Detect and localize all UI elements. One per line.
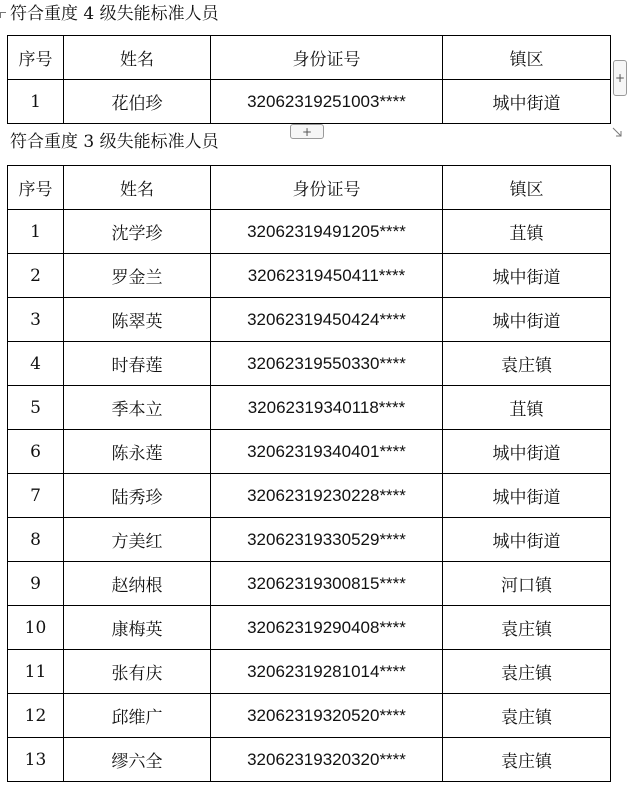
section-2-title: 符合重度 3 级失能标准人员 [10, 132, 219, 152]
cell-index[interactable]: 6 [8, 430, 64, 474]
cell-district[interactable]: 袁庄镇 [443, 738, 611, 782]
cell-id-number[interactable]: 32062319320320**** [211, 738, 443, 782]
plus-icon: + [614, 71, 626, 85]
table-row [8, 518, 611, 562]
cell-id-number[interactable]: 32062319320520**** [211, 694, 443, 738]
table-row [8, 430, 611, 474]
cell-index[interactable]: 8 [8, 518, 64, 562]
cell-id-number[interactable]: 32062319450411**** [211, 254, 443, 298]
cell-name[interactable]: 罗金兰 [64, 254, 211, 298]
cell-district[interactable]: 袁庄镇 [443, 694, 611, 738]
cell-index[interactable]: 5 [8, 386, 64, 430]
cell-index[interactable]: 1 [8, 80, 64, 124]
level-3-table-body [8, 210, 611, 782]
table-row [8, 342, 611, 386]
table-row [8, 738, 611, 782]
cell-district[interactable]: 城中街道 [443, 298, 611, 342]
table-row [8, 694, 611, 738]
cell-name[interactable]: 张有庆 [64, 650, 211, 694]
cell-district[interactable]: 苴镇 [443, 210, 611, 254]
plus-icon: + [301, 125, 313, 139]
cell-name[interactable]: 赵纳根 [64, 562, 211, 606]
cell-id-number[interactable]: 32062319491205**** [211, 210, 443, 254]
cell-index[interactable]: 12 [8, 694, 64, 738]
level-4-table [7, 35, 611, 124]
cell-index[interactable]: 4 [8, 342, 64, 386]
cell-district[interactable]: 城中街道 [443, 474, 611, 518]
add-row-button[interactable] [290, 124, 324, 139]
cell-index[interactable]: 13 [8, 738, 64, 782]
cell-district[interactable]: 袁庄镇 [443, 650, 611, 694]
cell-name[interactable]: 方美红 [64, 518, 211, 562]
cell-name[interactable]: 季本立 [64, 386, 211, 430]
cell-id-number[interactable]: 32062319281014**** [211, 650, 443, 694]
table-resize-handle[interactable] [611, 123, 623, 135]
cell-name[interactable]: 时春莲 [64, 342, 211, 386]
cell-index[interactable]: 7 [8, 474, 64, 518]
cell-name[interactable]: 缪六全 [64, 738, 211, 782]
table-row [8, 606, 611, 650]
table-header-row [8, 166, 611, 210]
table-row [8, 254, 611, 298]
add-column-button[interactable] [613, 60, 627, 96]
table-row [8, 474, 611, 518]
header-id-number[interactable]: 身份证号 [211, 36, 443, 80]
table-row [8, 562, 611, 606]
cell-index[interactable]: 3 [8, 298, 64, 342]
cell-district[interactable]: 城中街道 [443, 518, 611, 562]
cell-district[interactable]: 袁庄镇 [443, 606, 611, 650]
text-boundary-mark [0, 12, 6, 18]
header-district[interactable]: 镇区 [443, 166, 611, 210]
table-row [8, 210, 611, 254]
cell-name[interactable]: 康梅英 [64, 606, 211, 650]
cell-index[interactable]: 10 [8, 606, 64, 650]
cell-name[interactable]: 陈翠英 [64, 298, 211, 342]
cell-district[interactable]: 河口镇 [443, 562, 611, 606]
table-row [8, 298, 611, 342]
cell-name[interactable]: 陆秀珍 [64, 474, 211, 518]
cell-district[interactable]: 城中街道 [443, 430, 611, 474]
level-3-table [7, 165, 611, 782]
cell-index[interactable]: 2 [8, 254, 64, 298]
section-1-title: 符合重度 4 级失能标准人员 [10, 4, 219, 24]
cell-id-number[interactable]: 32062319230228**** [211, 474, 443, 518]
cell-id-number[interactable]: 32062319330529**** [211, 518, 443, 562]
table-header-row [8, 36, 611, 80]
cell-name[interactable]: 花伯珍 [64, 80, 211, 124]
table-row [8, 650, 611, 694]
table-row [8, 80, 611, 124]
cell-id-number[interactable]: 32062319300815**** [211, 562, 443, 606]
cell-district[interactable]: 城中街道 [443, 80, 611, 124]
resize-handle-icon [611, 126, 623, 138]
table-row [8, 386, 611, 430]
cell-name[interactable]: 沈学珍 [64, 210, 211, 254]
header-name[interactable]: 姓名 [64, 166, 211, 210]
cell-id-number[interactable]: 32062319450424**** [211, 298, 443, 342]
level-4-table-body [8, 80, 611, 124]
cell-district[interactable]: 袁庄镇 [443, 342, 611, 386]
cell-id-number[interactable]: 32062319550330**** [211, 342, 443, 386]
header-index[interactable]: 序号 [8, 166, 64, 210]
cell-id-number[interactable]: 32062319340118**** [211, 386, 443, 430]
cell-district[interactable]: 苴镇 [443, 386, 611, 430]
cell-id-number[interactable]: 32062319251003**** [211, 80, 443, 124]
cell-district[interactable]: 城中街道 [443, 254, 611, 298]
header-index[interactable]: 序号 [8, 36, 64, 80]
cell-id-number[interactable]: 32062319340401**** [211, 430, 443, 474]
header-district[interactable]: 镇区 [443, 36, 611, 80]
cell-name[interactable]: 陈永莲 [64, 430, 211, 474]
cell-id-number[interactable]: 32062319290408**** [211, 606, 443, 650]
cell-index[interactable]: 9 [8, 562, 64, 606]
header-id-number[interactable]: 身份证号 [211, 166, 443, 210]
cell-index[interactable]: 11 [8, 650, 64, 694]
header-name[interactable]: 姓名 [64, 36, 211, 80]
cell-name[interactable]: 邱维广 [64, 694, 211, 738]
cell-index[interactable]: 1 [8, 210, 64, 254]
